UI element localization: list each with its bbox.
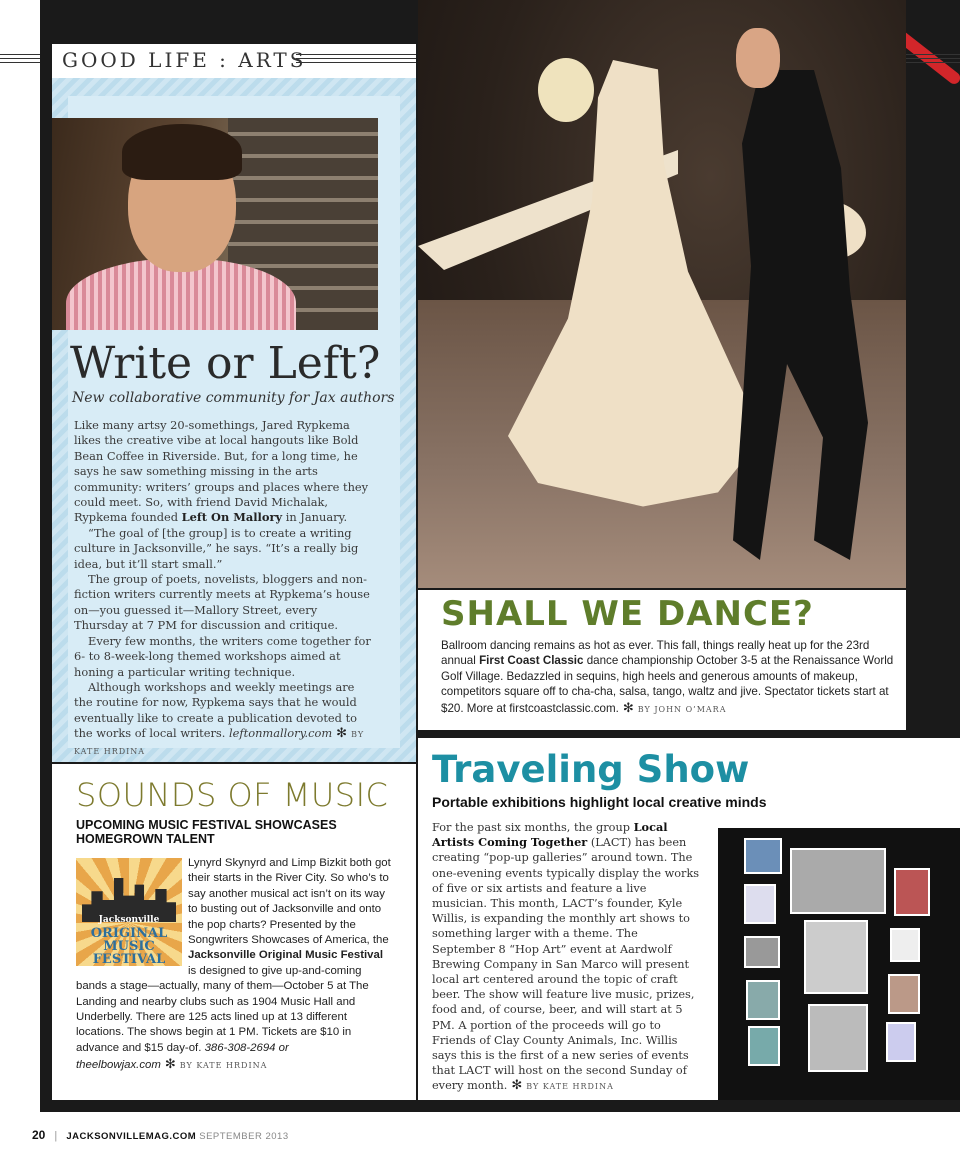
asterisk-icon: ✻ [511, 1078, 523, 1094]
asterisk-icon: ✻ [336, 726, 348, 742]
issue-date: SEPTEMBER 2013 [199, 1131, 289, 1142]
header-rule-right [906, 54, 960, 63]
write-link[interactable]: leftonmallory.com [229, 726, 333, 741]
sounds-subtitle: UPCOMING MUSIC FESTIVAL SHOWCASES HOMEGROWN TALENT [76, 818, 337, 846]
sounds-title: SOUNDS OF MUSIC [76, 776, 389, 814]
ballroom-photo [418, 0, 906, 588]
write-byline: BY KATE HRDINA [74, 730, 365, 756]
left-on-mallory-bold: Left On Mallory [181, 510, 283, 525]
page-number: 20 [32, 1128, 46, 1142]
travel-body: For the past six months, the group Local Artists Coming Together (LACT) has been creating “pop-up galleries” around town. The one-evening events typically display the works of five or six artists and feature a live musician. This month, LACT’s founder, Kyle Willis, is expanding the monthly art shows to something larger with a theme. The September 8 “Hop Art” event at Aardwolf Brewing Company in San Marco will present local art centered around the topic of craft beer. The show will feature live music, prizes, food and, of course, beer, and will start at 5 PM. A portion of the proceeds will go to Friends of Clay County Animals, Inc. Willis says this is the first of a new series of events that LACT will host on the second Sunday of every month. ✻ BY KATE HRDINA [432, 820, 700, 1094]
asterisk-icon: ✻ [164, 1056, 176, 1072]
write-body: Like many artsy 20-somethings, Jared Rypkema likes the creative vibe at local hangouts like Bold Bean Coffee in Riverside. But, for a long time, he says he saw something missing in the arts community: writers’ groups and places where they could meet. So, with friend David Michalak, Rypkema founded Left On Mallory in January. “The goal of [the group] is to create a writing culture in Jacksonville,” he says. “It’s a really big idea, but it’ll start small.” The group of poets, novelists, bloggers and non-fiction writers currently meets at Rypkema’s house on—you guessed it—Mallory Street, every Thursday at 7 PM for discussion and critique. Every few months, the writers come together for 6- to 8-week-long themed workshops aimed at honing a particular writing technique. Although workshops and weekly meetings are the routine for now, Rypkema says that he would eventually like to create a publication devoted to the works of local writers. leftonmallory.com ✻ BY KATE HRDINA [74, 418, 371, 756]
sounds-byline: BY KATE HRDINA [179, 1061, 268, 1071]
festival-poster: Jacksonville ORIGINAL MUSIC FESTIVAL [76, 858, 182, 966]
section-header [52, 44, 416, 78]
write-title: Write or Left? [70, 338, 381, 389]
gallery-photo [718, 828, 960, 1100]
first-coast-bold: First Coast Classic [479, 654, 584, 668]
page-footer: 20 | JACKSONVILLEMAG.COM SEPTEMBER 2013 [32, 1128, 289, 1142]
travel-byline: BY KATE HRDINA [526, 1082, 614, 1092]
shall-body: Ballroom dancing remains as hot as ever. This fall, things really heat up for the 23rd annual First Coast Classic dance championship October 3-5 at the Renaissance World Golf Village. Bedazzled in sequins, high heels and generous amounts of makeup, competitors square off to cha-cha, salsa, tango, waltz and jive. Spectator tickets start at $20. More at firstcoastclassic.com. ✻ BY JOHN O’MARA [441, 639, 894, 715]
asterisk-icon: ✻ [622, 699, 634, 715]
magazine-url[interactable]: JACKSONVILLEMAG.COM [66, 1131, 197, 1142]
sounds-contact[interactable]: 386-308-2694 or theelbowjax.com [76, 1041, 289, 1072]
shall-title: SHALL WE DANCE? [441, 594, 814, 634]
write-subtitle: New collaborative community for Jax authors [72, 390, 395, 406]
travel-title: Traveling Show [432, 748, 750, 791]
shall-byline: BY JOHN O’MARA [637, 704, 727, 714]
section-label: GOOD LIFE : ARTS [62, 48, 307, 72]
lact-bold: Local Artists Coming Together [432, 820, 668, 850]
festival-bold: Jacksonville Original Music Festival [188, 949, 383, 962]
header-rule-left [0, 54, 40, 63]
travel-subtitle: Portable exhibitions highlight local creative minds [432, 794, 767, 810]
header-rule [296, 54, 416, 63]
sounds-body: Lynyrd Skynyrd and Limp Bizkit both got their starts in the River City. So who’s to say another musical act isn’t on its way to busting out of Jacksonville and onto the pop charts? Presented by the Songwriters Showcases of America, the Jacksonville Original Music Festival is designed to give up-and-coming bands a stage—actually, many of them—October 5 at The Landing and nearby clubs such as 1904 Music Hall and Underbelly. There are 125 acts lined up at 13 different locations. The shows begin at 1 PM. Tickets are $10 in advance and $15 day-of. 386-308-2694 or theelbowjax.com ✻ BY KATE HRDINA [76, 857, 391, 1072]
author-photo [52, 118, 378, 330]
